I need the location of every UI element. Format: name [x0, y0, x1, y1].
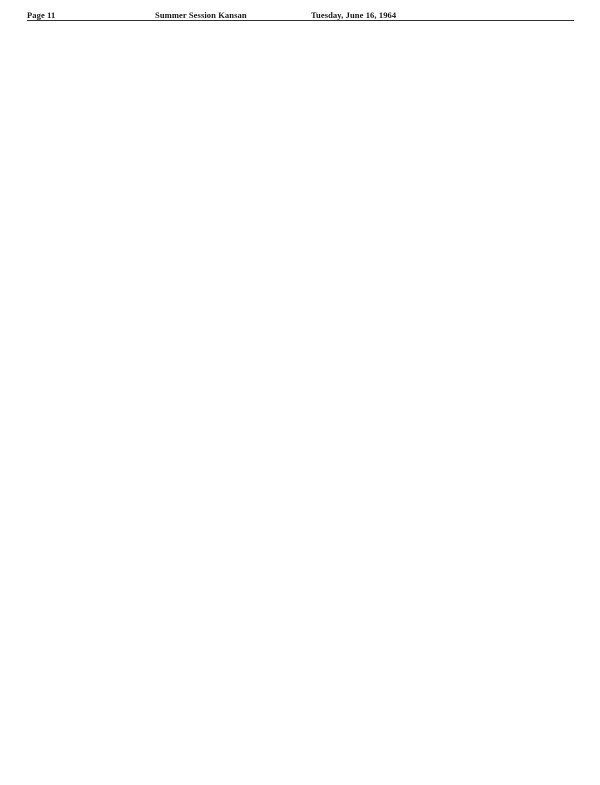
- directory-columns: [27, 21, 574, 784]
- page-header: [27, 4, 574, 21]
- column-1: [27, 24, 204, 784]
- page-number: Page 11: [27, 10, 56, 20]
- column-3: [397, 24, 574, 784]
- publication-date: Tuesday, June 16, 1964: [311, 10, 397, 20]
- publication-title: Summer Session Kansan: [155, 10, 247, 20]
- column-2: [212, 24, 389, 784]
